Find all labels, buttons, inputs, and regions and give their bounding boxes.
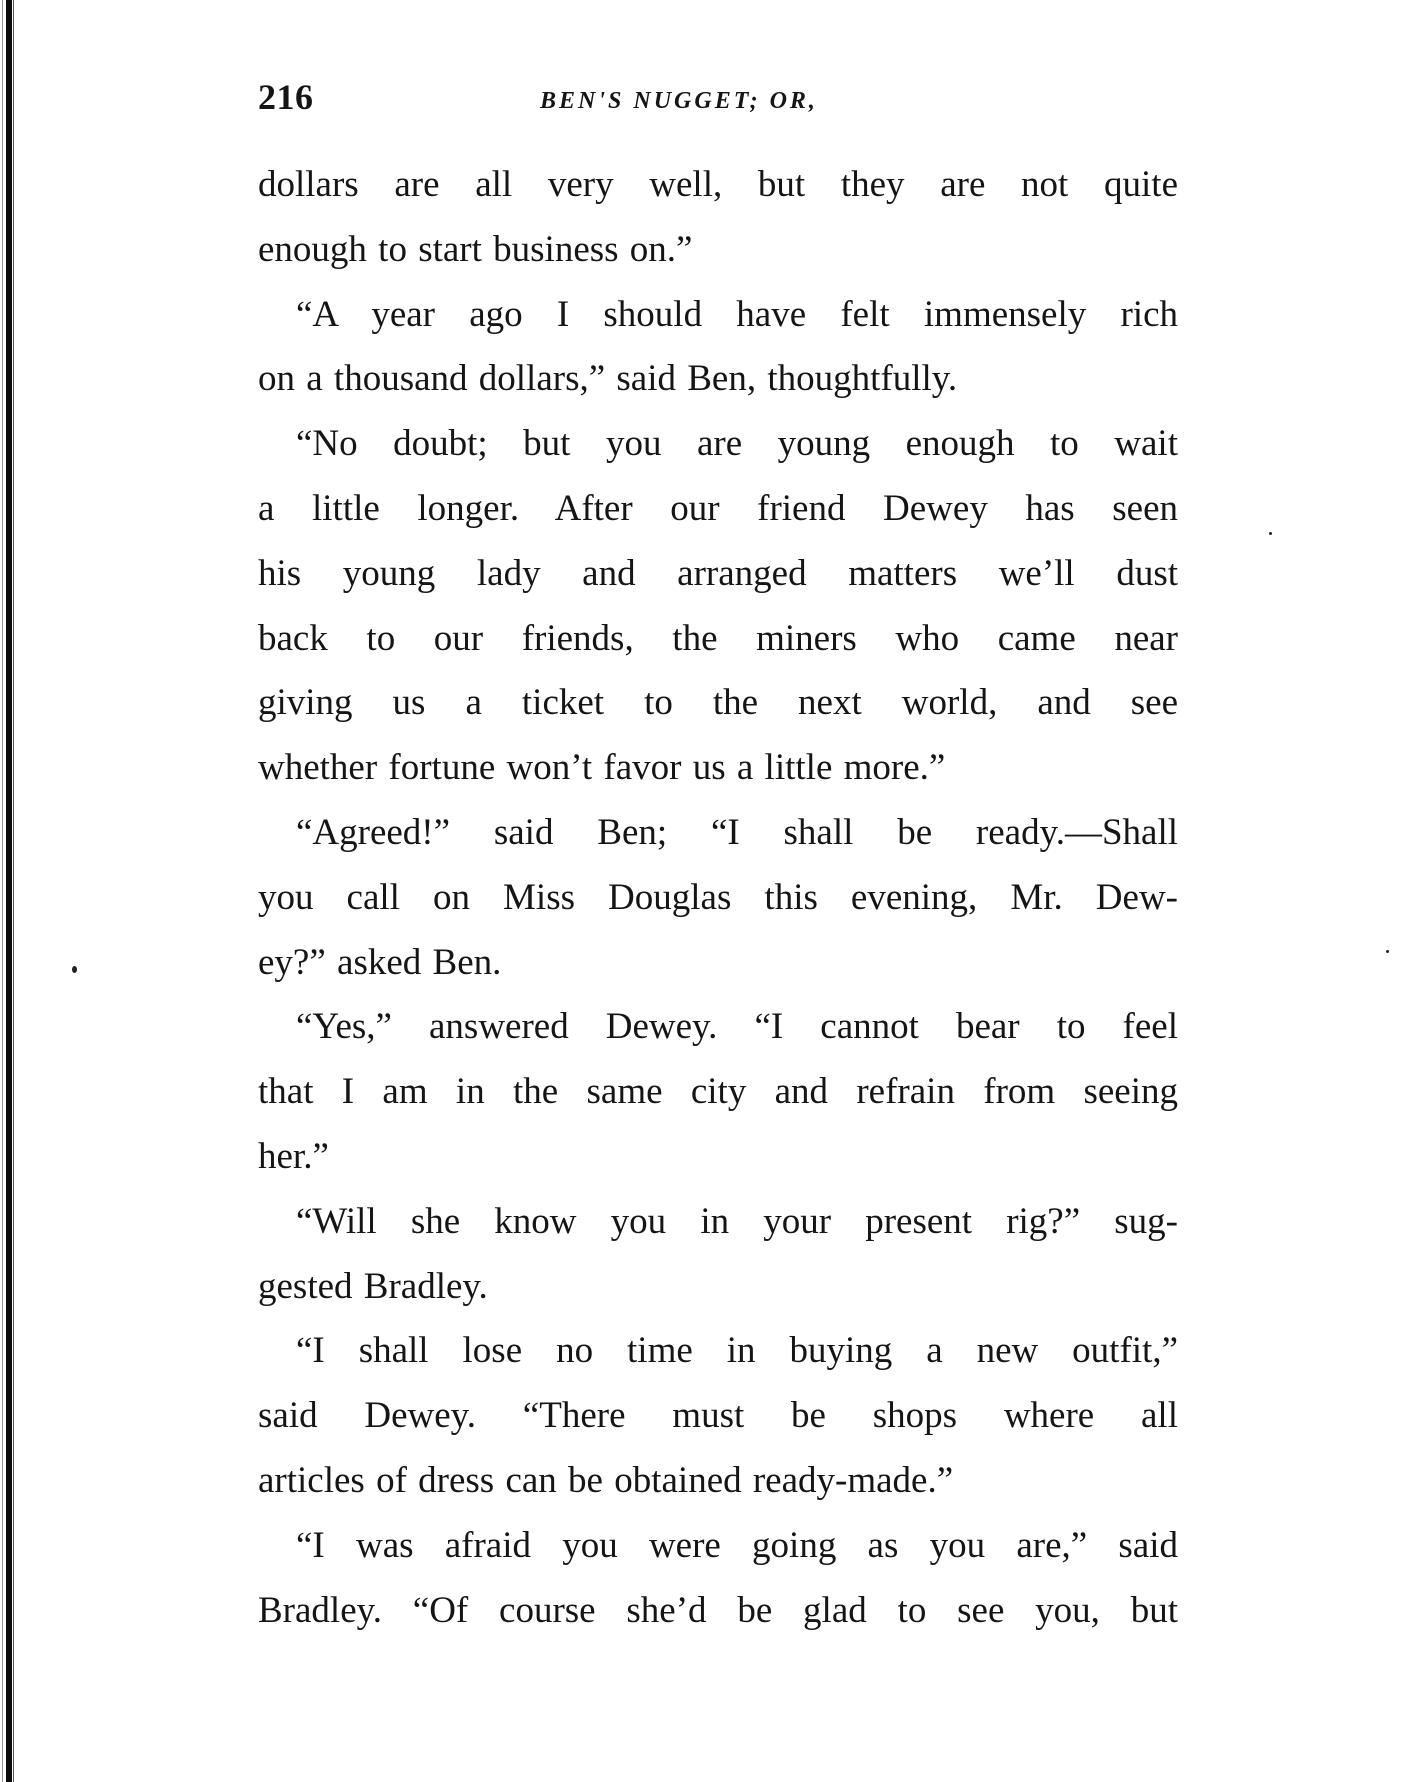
text-line: a little longer. After our friend Dewey has seen	[258, 487, 1178, 529]
text-line: that I am in the same city and refrain from seeing	[258, 1071, 1178, 1113]
text-line: whether fortune won’t favor us a little more.”	[258, 747, 946, 789]
text-line: back to our friends, the miners who came near	[258, 617, 1178, 659]
text-line: “I shall lose no time in buying a new outfit,”	[296, 1330, 1178, 1372]
text-line: “Agreed!” said Ben; “I shall be ready.—Shall	[296, 811, 1178, 853]
binding-line-main	[6, 0, 12, 1782]
binding-edge	[0, 0, 16, 1782]
ink-speck	[1269, 532, 1272, 535]
running-title: BEN'S NUGGET; OR,	[540, 88, 818, 114]
text-line: “A year ago I should have felt immensely rich	[296, 293, 1178, 335]
text-line: articles of dress can be obtained ready-made.”	[258, 1459, 954, 1501]
text-line: “I was afraid you were going as you are,” said	[296, 1524, 1178, 1566]
body-text	[258, 153, 1178, 1643]
text-line: “Yes,” answered Dewey. “I cannot bear to feel	[296, 1006, 1178, 1048]
text-line: dollars are all very well, but they are not quite	[258, 164, 1178, 205]
text-line: giving us a ticket to the next world, and see	[258, 682, 1178, 724]
text-line: “No doubt; but you are young enough to wait	[296, 423, 1178, 465]
text-line: ey?” asked Ben.	[258, 941, 502, 983]
ink-speck	[72, 966, 77, 973]
text-line: on a thousand dollars,” said Ben, thoughtfully.	[258, 358, 958, 400]
text-line: enough to start business on.”	[258, 228, 693, 270]
ink-speck	[1386, 950, 1389, 953]
text-line: “Will she know you in your present rig?” sug-	[296, 1200, 1178, 1242]
text-line: you call on Miss Douglas this evening, Mr. Dew-	[258, 876, 1178, 918]
text-line: his young lady and arranged matters we’ll dust	[258, 552, 1178, 594]
text-line: gested Bradley.	[258, 1265, 488, 1307]
text-line: said Dewey. “There must be shops where all	[258, 1395, 1178, 1437]
binding-line-thin	[13, 0, 14, 1782]
page-header	[258, 76, 1178, 136]
page-number: 216	[258, 77, 314, 117]
binding-line-faint	[2, 0, 3, 1782]
text-line: Bradley. “Of course she’d be glad to see you, but	[258, 1589, 1178, 1631]
text-line: her.”	[258, 1135, 329, 1177]
